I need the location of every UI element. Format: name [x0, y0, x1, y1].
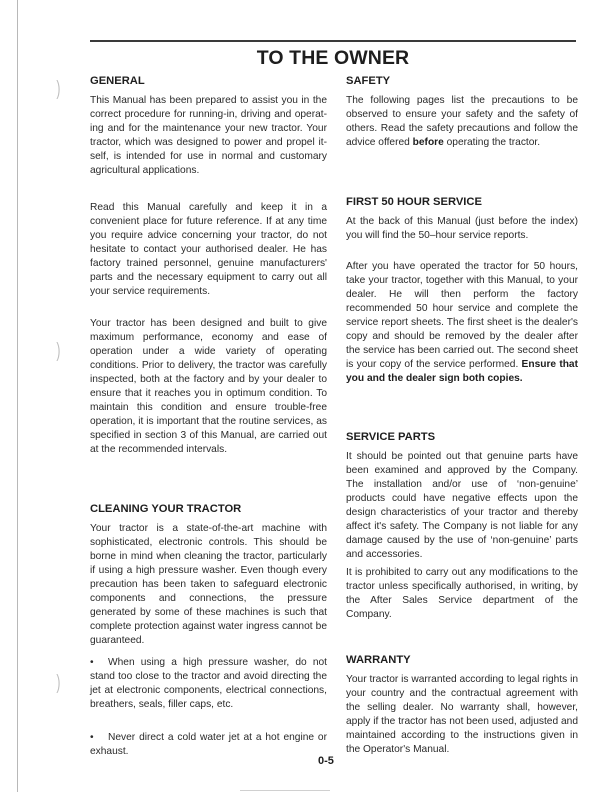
general-paragraph-2: Read this Manual carefully and keep it in a convenient place for future reference. If at any time you require advice concerning your tractor, do not hesitate to contact your authorised dealer. He has factory trained personnel, genuine manufacturers' parts and the necessary equipment to carry out all your service requirements. — [90, 202, 327, 297]
scan-mark: ) — [56, 340, 61, 362]
scan-mark: ) — [56, 672, 61, 694]
service-parts-paragraph-2: It is prohibited to carry out any modifications to the tractor unless specifically authorised, in writing, by the After Sales Service department of the Company. — [346, 567, 578, 620]
general-paragraph-3: Your tractor has been designed and built to give maximum performance, economy and ease of operation under a wide variety of operating conditions. Prior to delivery, the tractor was carefully inspected, both at the factory and by your dealer to ensure that it reaches you in optimum condition. To maintain this condition and ensure trouble-free operation, it is important that the routine services, as specified in section 3 of this Manual, are carried out at the recommended intervals. — [90, 318, 327, 455]
service-parts-paragraph-1: It should be pointed out that genuine parts have been examined and approved by the Company. The installation and/or use of ‘non-genuine’ products could have negative effects upon the design characteristics of your tractor and thereby affect it's safety. The Company is not liable for any damage caused by the use of ‘non-genuine’ parts and accessories. — [346, 451, 578, 560]
section-heading-warranty: WARRANTY — [346, 654, 411, 666]
scan-mark: ) — [56, 78, 61, 100]
first-service-bold-text: Ensure that you and the dealer sign both copies. — [346, 359, 578, 384]
scan-smudge — [240, 790, 330, 791]
page-number: 0-5 — [318, 755, 334, 767]
bullet-icon: • — [90, 732, 94, 743]
first-service-paragraph-2 — [346, 260, 578, 386]
section-heading-general: GENERAL — [90, 75, 145, 87]
general-paragraph-1: This Manual has been prepared to assist you in the correct procedure for running-in, driving and operating and for the maintenance your new tractor. Your tractor, which was designed to power and propel itself, is intended for use in normal and customary agricultural applications. — [90, 95, 327, 176]
header-rule — [90, 40, 576, 42]
safety-bold-text: before — [412, 137, 444, 148]
page-title: TO THE OWNER — [256, 47, 410, 69]
first-service-paragraph-1: At the back of this Manual (just before the index) you will find the 50–hour service reports. — [346, 216, 578, 241]
cleaning-bullet-item — [90, 656, 327, 712]
bullet-icon: • — [90, 657, 94, 668]
cleaning-paragraph: Your tractor is a state-of-the-art machine with sophisticated, electronic controls. This should be borne in mind when cleaning the tractor, particularly if using a high pressure washer. Even though every precaution has been taken to safeguard electronic components and connections, the pressure generated by some of these machines is such that complete protection against water ingress cannot be guaranteed. — [90, 523, 327, 646]
section-heading-first-50-hour-service: FIRST 50 HOUR SERVICE — [346, 196, 482, 208]
section-heading-service-parts: SERVICE PARTS — [346, 431, 436, 443]
safety-text: The following pages list the precautions to be observed to ensure your safety and the safety of others. Read the safety precautions and follow the advice offered — [346, 95, 578, 148]
safety-text: operating the tractor. — [443, 137, 541, 148]
section-heading-cleaning: CLEANING YOUR TRACTOR — [90, 503, 242, 515]
binding-edge-line — [17, 0, 18, 792]
cleaning-bullet-item — [90, 731, 327, 759]
bullet-text: When using a high pressure washer, do not stand too close to the tractor and avoid directing the jet at electronic components, electrical connections, breathers, seals, filler caps, etc. — [90, 657, 327, 710]
section-heading-safety: SAFETY — [346, 75, 391, 87]
warranty-paragraph: Your tractor is warranted according to legal rights in your country and the contractual agreement with the selling dealer. No warranty shall, however, apply if the tractor has not been used, adjusted and maintained according to the instructions given in the Operator's Manual. — [346, 674, 578, 755]
bullet-text: Never direct a cold water jet at a hot engine or exhaust. — [90, 732, 327, 757]
first-service-text: After you have operated the tractor for 50 hours, take your tractor, together with this Manual, to your dealer. He will then perform the factory recommended 50 hour service and complete the service report sheets. The first sheet is the dealer's copy and should be removed by the dealer after the service has been carried out. The second sheet is your copy of the service performed. — [346, 261, 578, 370]
safety-paragraph — [346, 94, 578, 150]
